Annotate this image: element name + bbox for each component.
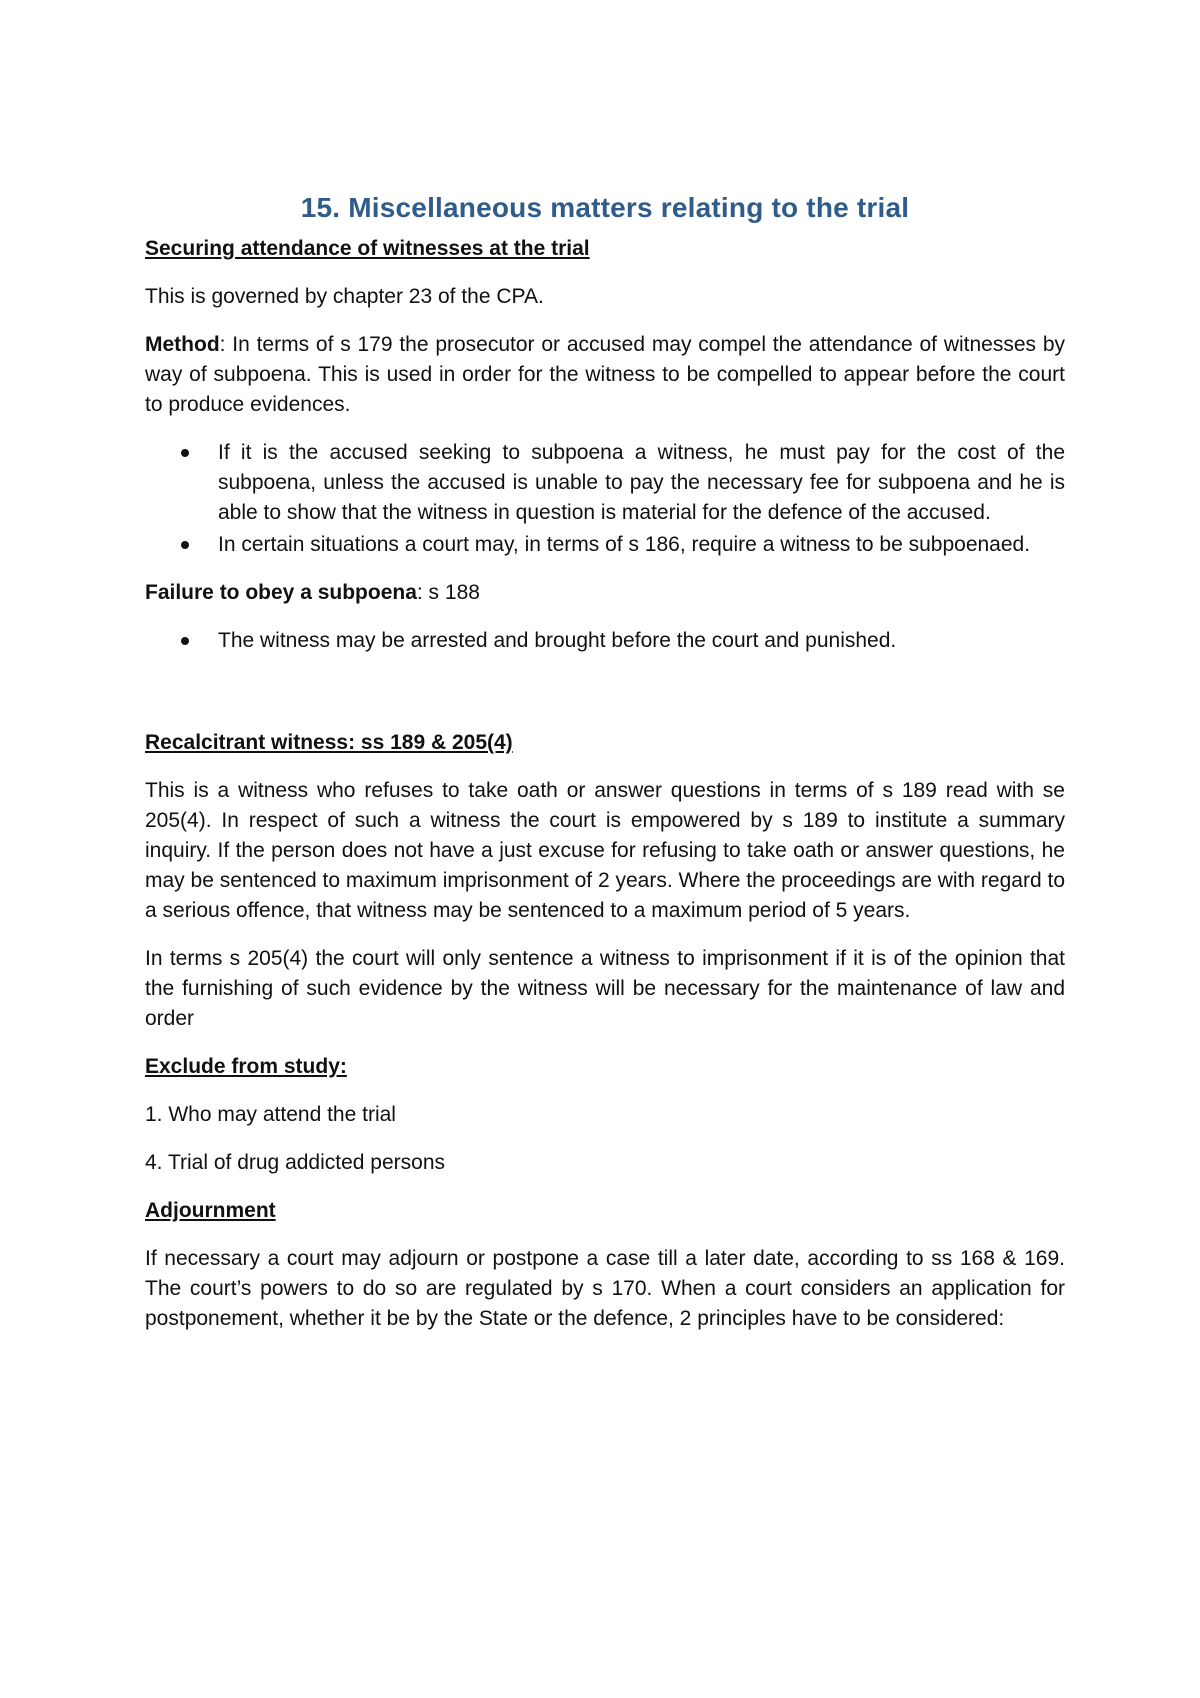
heading-exclude-from-study: Exclude from study:	[145, 1055, 347, 1078]
method-text: : In terms of s 179 the prosecutor or accused may compel the attendance of witnesses by way of subpoena. This is used in order for the witness to be compelled to appear before the court to produce evidences.	[145, 333, 1065, 416]
bullet-text: If it is the accused seeking to subpoena a witness, he must pay for the cost of the subpoena, unless the accused is unable to pay the necessary fee for subpoena and he is able to show that the witness in question is material for the defence of the accused.	[218, 441, 1065, 524]
bullet-icon	[181, 449, 189, 457]
failure-bullet-list	[145, 626, 1065, 656]
adjournment-paragraph: If necessary a court may adjourn or postpone a case till a later date, according to ss 168 & 169. The court’s powers to do so are regulated by s 170. When a court considers an application for postponement, whether it be by the State or the defence, 2 principles have to be considered:	[145, 1247, 1065, 1330]
exclude-item-1: 1. Who may attend the trial	[145, 1103, 396, 1126]
heading-recalcitrant-witness: Recalcitrant witness: ss 189 & 205(4)	[145, 731, 513, 754]
method-paragraph	[145, 330, 1065, 420]
list-item	[145, 530, 1065, 560]
securing-intro: This is governed by chapter 23 of the CPA.	[145, 285, 544, 308]
page-title: 15. Miscellaneous matters relating to the trial	[300, 192, 910, 223]
document-page	[145, 190, 1065, 1352]
recalcitrant-paragraph-2: In terms s 205(4) the court will only sentence a witness to imprisonment if it is of the opinion that the furnishing of such evidence by the witness will be necessary for the maintenance of law and order	[145, 947, 1065, 1030]
securing-bullet-list	[145, 438, 1065, 560]
failure-paragraph	[145, 578, 1065, 608]
recalcitrant-paragraph-1: This is a witness who refuses to take oath or answer questions in terms of s 189 read with se 205(4). In respect of such a witness the court is empowered by s 189 to institute a summary inquiry. If the person does not have a just excuse for refusing to take oath or answer questions, he may be sentenced to maximum imprisonment of 2 years. Where the proceedings are with regard to a serious offence, that witness may be sentenced to a maximum period of 5 years.	[145, 779, 1065, 922]
failure-label: Failure to obey a subpoena	[145, 581, 417, 604]
bullet-icon	[181, 637, 189, 645]
method-label: Method	[145, 333, 220, 356]
list-item	[145, 438, 1065, 528]
heading-securing-attendance: Securing attendance of witnesses at the trial	[145, 237, 590, 260]
failure-text: : s 188	[416, 581, 480, 604]
exclude-item-2: 4. Trial of drug addicted persons	[145, 1151, 446, 1174]
bullet-icon	[181, 541, 189, 549]
heading-adjournment: Adjournment	[145, 1199, 276, 1222]
list-item	[145, 626, 1065, 656]
bullet-text: The witness may be arrested and brought before the court and punished.	[218, 629, 897, 652]
bullet-text: In certain situations a court may, in terms of s 186, require a witness to be subpoenaed.	[218, 533, 1031, 556]
spacer	[145, 674, 1065, 728]
